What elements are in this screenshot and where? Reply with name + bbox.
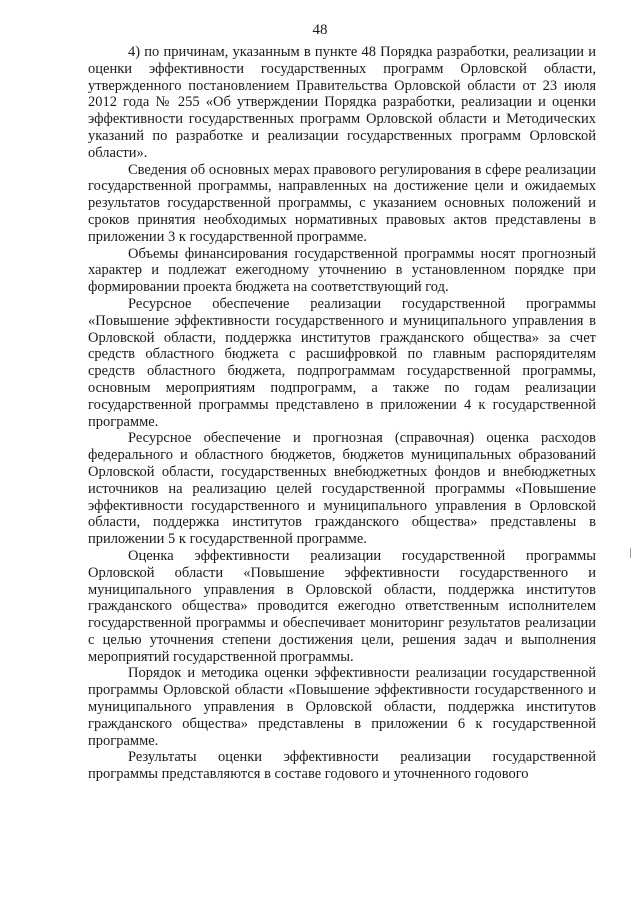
paragraph-assessment-methodology: Порядок и методика оценки эффективности реализации государственной программы Орловской области «Повышение эффективности государственного и муниципального управления в Орловской области, поддержка институтов гражданского общества» представлены в приложении 6 к государственной программе. xyxy=(88,665,596,749)
paragraph-efficiency-assessment: Оценка эффективности реализации государственной программы Орловской области «Повышение эффективности государственного и муниципального управления в Орловской области, поддержка институтов гражданского общества» проводится ежегодно ответственным исполнителем государственной программы и обеспечивает мониторинг результатов реализации с целью уточнения степени достижения цели, решения задач и выполнения мероприятий государственной программы. xyxy=(88,547,596,665)
page-number: 48 xyxy=(312,22,328,38)
paragraph-resource-forecast: Ресурсное обеспечение и прогнозная (справочная) оценка расходов федерального и областного бюджетов, бюджетов муниципальных образований Орловской области, государственных внебюджетных фондов и внебюджетных источников на реализацию целей государственной программы «Повышение эффективности государственного и муниципального управления в Орловской области, поддержка институтов гражданского общества» представлены в приложении 5 к государственной программе. xyxy=(88,430,596,548)
paragraph-legal-regulation: Сведения об основных мерах правового регулирования в сфере реализации государственной программы, направленных на достижение цели и ожидаемых результатов государственной программы, с указанием основных положений и сроков принятия необходимых нормативных правовых актов представлены в приложении 3 к государственной программе. xyxy=(88,161,596,245)
scan-margin-mark xyxy=(630,548,631,558)
document-body xyxy=(88,44,596,783)
paragraph-reasons-clause: 4) по причинам, указанным в пункте 48 Порядка разработки, реализации и оценки эффективности государственных программ Орловской области, утвержденного постановлением Правительства Орловской области от 23 июля 2012 года № 255 «Об утверждении Порядка разработки, реализации и оценки эффективности государственных программ Орловской области и Методических указаний по разработке и реализации государственных программ Орловской области». xyxy=(88,44,596,161)
paragraph-financing-volumes: Объемы финансирования государственной программы носят прогнозный характер и подлежат ежегодному уточнению в установленном порядке при формировании проекта бюджета на соответствующий год. xyxy=(88,245,596,296)
paragraph-assessment-results: Результаты оценки эффективности реализации государственной программы представляются в составе годового и уточненного годового xyxy=(88,749,596,783)
paragraph-resource-regional-budget: Ресурсное обеспечение реализации государственной программы «Повышение эффективности государственного и муниципального управления в Орловской области, поддержка институтов гражданского общества» за счет средств областного бюджета с расшифровкой по главным распорядителям средств областного бюджета, подпрограммам государственной программы, основным мероприятиям подпрограмм, а также по годам реализации государственной программы представлено в приложении 4 к государственной программе. xyxy=(88,295,596,430)
